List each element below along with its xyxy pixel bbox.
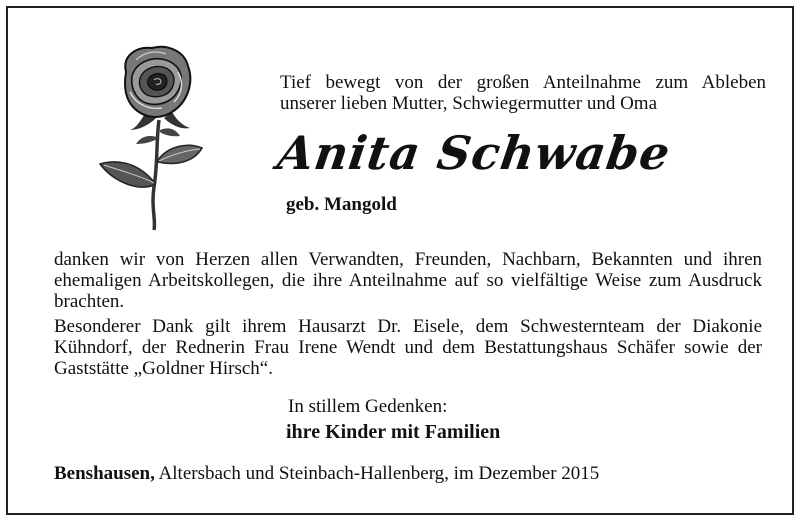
closing-label: In stillem Gedenken: [288,396,448,417]
closing-signature: ihre Kinder mit Familien [286,421,501,443]
deceased-name: Anita Schwabe [274,126,674,180]
thanks-paragraph-2: Besonderer Dank gilt ihrem Hausarzt Dr. Eisele, dem Schwesternteam der Diakonie Kühndorf, der Rednerin Frau Irene Wendt und dem Bestattungshaus Schäfer sowie der Gaststätte „Goldner Hirsch“. [54,316,762,379]
rose-icon [96,42,206,232]
intro-text [280,72,766,114]
maiden-name: geb. Mangold [286,194,397,215]
obituary-notice [6,6,794,515]
thanks-paragraph-1: danken wir von Herzen allen Verwandten, Freunden, Nachbarn, Bekannten und ihren ehemaligen Arbeitskollegen, die ihre Anteilnahme auf so vielfältige Weise zum Ausdruck brachten. [54,249,762,312]
footer-place-date [54,463,599,485]
intro-line-1: Tief bewegt von der großen Anteilnahme zum Ableben [280,72,766,93]
intro-line-2: unserer lieben Mutter, Schwiegermutter und Oma [280,93,658,114]
footer-place: Benshausen, [54,463,155,484]
footer-rest: Altersbach und Steinbach-Hallenberg, im Dezember 2015 [154,463,600,484]
thanks-body [54,249,762,383]
